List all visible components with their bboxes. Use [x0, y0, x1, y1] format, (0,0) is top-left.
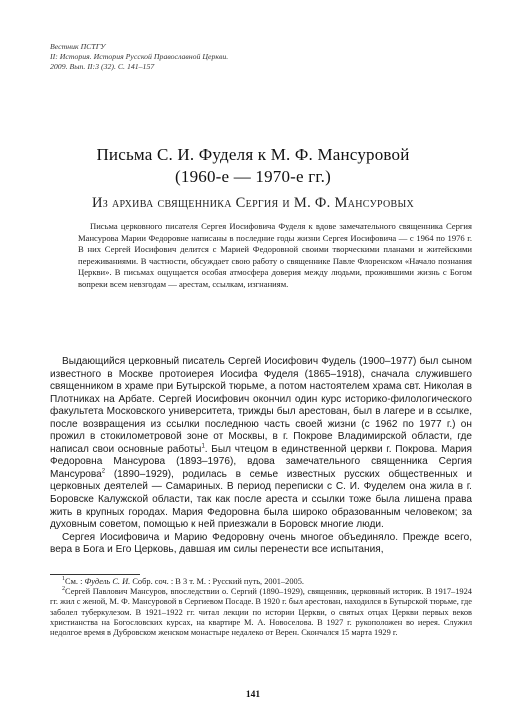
running-head: [50, 42, 350, 73]
footnote-2-text: Сергей Павлович Мансуров, впоследствии о. Сергий (1890–1929), священник, церковный историк. В 1917–1924 гг. жил с женой, М. Ф. Мансуровой в Сергиевом Посаде. В 1920 г. был арестован, находился в Бутырской тюрьме, где заболел туберкулезом. В 1921–1922 гг. читал лекции по истории Церкви, о святых отцах Церкви первых веков христианства на Богословских курсах, на квартире М. А. Новоселова. В 1927 г. рукоположен во иерея. Служил недолгое время в Дубровском женском монастыре недалеко от Верен. Скончался 15 марта 1929 г.: [50, 587, 472, 638]
body-text: [50, 356, 472, 557]
article-title-line-1: Письма С. И. Фуделя к М. Ф. Мансуровой: [96, 145, 410, 164]
body-paragraph-2: Сергея Иосифовича и Марию Федоровну очень многое объединяло. Прежде всего, вера в Бога и Его Церковь, давшая им силы перенести все испытания,: [50, 531, 472, 556]
footnote-ref-2[interactable]: 2: [101, 468, 106, 475]
page-number: 141: [245, 690, 261, 700]
footnote-1: [50, 577, 472, 587]
footnote-divider: [50, 574, 140, 575]
footnote-2-number: 2: [62, 586, 65, 593]
journal-name: Вестник ПСТГУ: [50, 42, 106, 51]
footnote-2: [50, 587, 472, 638]
footnote-1-author: Фудель С. И.: [84, 577, 131, 586]
body-paragraph-1-part-a: Выдающийся церковный писатель Сергей Иосифович Фудель (1900–1977) был сыном известного в Москве протоиерея Иосифа Фуделя (1865–1918), сначала служившего священником в храме при Бутырской тюрьме, а потом настоятелем храма свт. Николая в Плотниках на Арбате. Сергей Иосифович окончил один курс историко-филологического факультета Московского университета, трижды был арестован, был в лагере и в ссылке, после возвращения из ссылки последнюю часть своей жизни (с 1962 по 1977 г.) он прожил в стокилометровой зоне от Москвы, в г. Покрове Владимирской области, где написал свои основные работы: [50, 356, 472, 455]
article-subtitle: Из архива священника Сергия и М. Ф. Мансуровых: [91, 195, 414, 211]
abstract: [78, 221, 472, 291]
footnote-1-rest: Собр. соч. : В 3 т. М. : Русский путь, 2001–2005.: [130, 577, 305, 586]
abstract-text: Письма церковного писателя Сергея Иосифовича Фуделя к вдове замечательного священника Сергия Мансурова Марии Федоровне написаны в последние годы жизни Сергея Иосифовича — с 1964 по 1976 г. В них Сергей Иосифович делится с Марией Федоровной своими творческими планами и житейскими переживаниями. В частности, обсуждает свою работу о священнике Павле Флоренском «Начало познания Церкви». В письмах ощущается особая атмосфера доверия между людьми, прожившими жизнь с Богом вопреки всем невзгодам — арестам, ссылкам, изгнаниям.: [78, 221, 472, 289]
body-paragraph-1: [50, 356, 472, 532]
footnote-1-number: 1: [62, 576, 65, 583]
issue-info: 2009. Вып. II:3 (32). С. 141–157: [50, 62, 155, 72]
footnote-ref-1[interactable]: 1: [201, 443, 205, 450]
body-paragraph-1-part-c: (1890–1929), родилась в семье известных русских общественных и церковных деятелей — Самариных. В период переписки с С. И. Фуделем она жила в г. Боровске Калужской области, так как после ареста и ссылки тоже была лишена права жить в крупных городах. Мария Федоровна была широко образованным человеком; за духовным советом, помощью к ней приезжали в Боровск многие люди.: [50, 468, 472, 531]
series-name: II: История. История Русской Православной Церкви.: [50, 52, 229, 62]
footnotes: [50, 577, 472, 638]
footnote-1-prefix: См. :: [65, 577, 85, 586]
article-title-line-2: (1960-е — 1970-е гг.): [175, 167, 331, 186]
article-title-block: [40, 144, 466, 212]
body-paragraph-1-part-b: . Был чтецом в единственной церкви г. Покрова. Мария Федоровна Мансурова (1893–1976), вдова замечательного священника Сергия Мансурова: [50, 443, 472, 480]
